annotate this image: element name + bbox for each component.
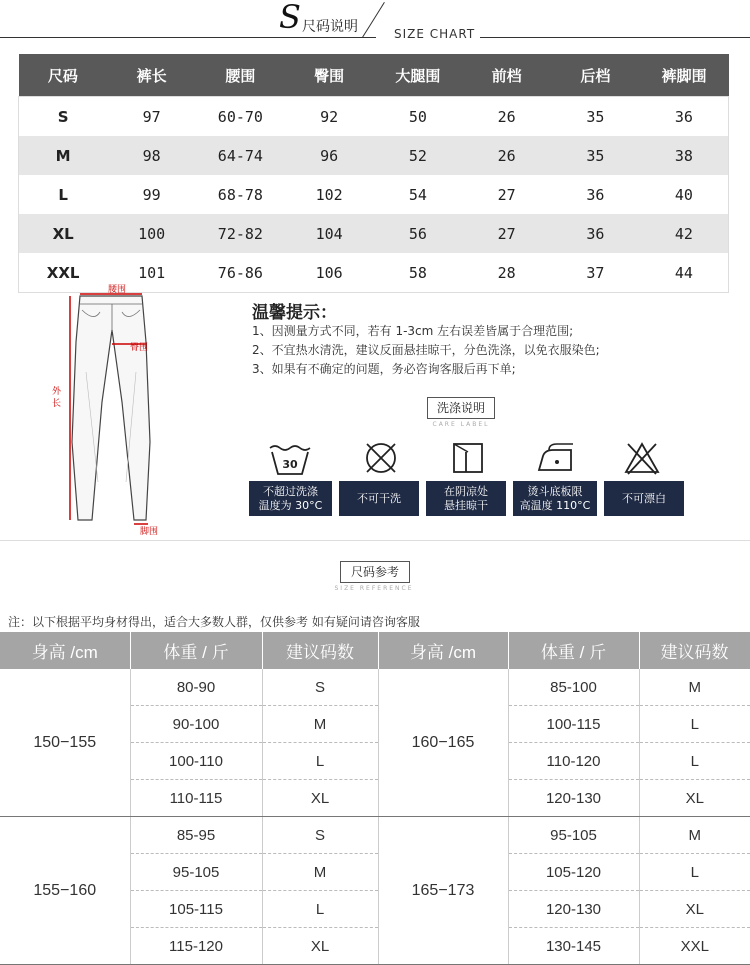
- wash-temp-label: 30: [282, 458, 298, 471]
- section-divider: [0, 540, 750, 541]
- table-cell: 85-100: [508, 669, 639, 706]
- table-cell: M: [19, 136, 108, 175]
- table-cell: 90-100: [130, 706, 262, 743]
- table-row: [19, 214, 729, 253]
- table-cell: 106: [285, 253, 374, 293]
- col-header: 臀围: [285, 54, 374, 97]
- care-label-line: 不可干洗: [357, 491, 401, 505]
- table-cell: 40: [640, 175, 729, 214]
- waist-annotation: 腰围: [108, 285, 127, 295]
- table-cell: 120-130: [508, 891, 639, 928]
- care-label-dry: [426, 481, 506, 516]
- care-section-subtitle: CARE LABEL: [432, 421, 490, 428]
- table-cell: L: [639, 743, 750, 780]
- size-table: [18, 54, 729, 293]
- reference-section-subtitle: SIZE REFERENCE: [334, 585, 414, 592]
- reference-header-row: [0, 632, 750, 669]
- table-cell: 92: [285, 97, 374, 137]
- table-row: [0, 817, 750, 854]
- col-header: 身高 /cm: [0, 632, 130, 669]
- reference-note: 注：以下根据平均身材得出，适合大多数人群，仅供参考 如有疑问请咨询客服: [8, 615, 420, 629]
- table-cell: 95-105: [130, 854, 262, 891]
- table-cell: 72-82: [196, 214, 285, 253]
- table-cell: 100: [107, 214, 196, 253]
- table-cell: 68-78: [196, 175, 285, 214]
- table-row: [0, 669, 750, 706]
- table-cell: 54: [374, 175, 463, 214]
- care-section-title: 洗涤说明: [427, 397, 495, 419]
- header-title-en: SIZE CHART: [394, 27, 476, 41]
- table-cell: M: [262, 706, 378, 743]
- col-header: 裤长: [107, 54, 196, 97]
- tip-item: 3、如果有不确定的问题，务必咨询客服后再下单;: [252, 362, 516, 376]
- care-label-bleach: [604, 481, 684, 516]
- size-chart-header: [0, 0, 750, 45]
- table-cell: L: [19, 175, 108, 214]
- table-cell: 110-115: [130, 780, 262, 817]
- table-cell: 35: [551, 97, 640, 137]
- table-cell: 56: [374, 214, 463, 253]
- height-range-cell: 165−173: [378, 817, 508, 965]
- table-cell: 35: [551, 136, 640, 175]
- table-cell: 102: [285, 175, 374, 214]
- care-label-line: 烫斗底板限: [527, 484, 583, 498]
- table-cell: 27: [462, 175, 551, 214]
- table-cell: 26: [462, 97, 551, 137]
- height-range-cell: 155−160: [0, 817, 130, 965]
- table-cell: XXL: [19, 253, 108, 293]
- header-title-cn: 尺码说明: [302, 19, 358, 35]
- table-cell: 85-95: [130, 817, 262, 854]
- table-cell: 28: [462, 253, 551, 293]
- table-cell: 96: [285, 136, 374, 175]
- care-label-line: 悬挂晾干: [444, 498, 488, 512]
- table-cell: 95-105: [508, 817, 639, 854]
- care-label-line: 不超过洗涤: [263, 484, 318, 498]
- tip-item: 1、因测量方式不同，若有 1-3cm 左右误差皆属于合理范围;: [252, 324, 574, 338]
- care-label-line: 在阴凉处: [444, 484, 488, 498]
- table-cell: 105-115: [130, 891, 262, 928]
- height-range-cell: 160−165: [378, 669, 508, 817]
- table-cell: 76-86: [196, 253, 285, 293]
- table-cell: XL: [262, 780, 378, 817]
- table-row: [19, 97, 729, 137]
- table-cell: 120-130: [508, 780, 639, 817]
- header-slash: [362, 2, 385, 38]
- table-cell: M: [262, 854, 378, 891]
- table-cell: L: [262, 891, 378, 928]
- table-cell: 100-110: [130, 743, 262, 780]
- table-cell: S: [262, 669, 378, 706]
- care-label-line: 温度为 30°C: [258, 498, 323, 512]
- care-label-wash: [249, 481, 332, 516]
- table-cell: 60-70: [196, 97, 285, 137]
- table-cell: 99: [107, 175, 196, 214]
- header-rule-right: [480, 37, 750, 38]
- col-header: 建议码数: [639, 632, 750, 669]
- table-cell: 64-74: [196, 136, 285, 175]
- table-cell: 110-120: [508, 743, 639, 780]
- length-annotation: 外长: [52, 387, 62, 409]
- table-cell: XXL: [639, 928, 750, 965]
- table-cell: 58: [374, 253, 463, 293]
- header-script-letter: S: [279, 0, 301, 36]
- table-cell: 42: [640, 214, 729, 253]
- care-label-line: 高温度 110°C: [519, 498, 591, 512]
- tips-title: 温馨提示：: [252, 303, 337, 323]
- header-rule-left: [0, 37, 376, 38]
- table-cell: S: [262, 817, 378, 854]
- table-cell: 50: [374, 97, 463, 137]
- table-cell: L: [639, 854, 750, 891]
- hem-annotation: 脚围: [140, 527, 159, 537]
- col-header: 裤脚围: [640, 54, 729, 97]
- iron-icon: [535, 440, 575, 478]
- pants-outline-illustration: [50, 282, 170, 537]
- table-cell: 26: [462, 136, 551, 175]
- reference-section-title: 尺码参考: [340, 561, 410, 583]
- table-cell: 100-115: [508, 706, 639, 743]
- size-table-header-row: [19, 54, 729, 97]
- pants-measurement-diagram: [50, 282, 170, 537]
- table-cell: M: [639, 669, 750, 706]
- table-cell: 105-120: [508, 854, 639, 891]
- table-row: [19, 175, 729, 214]
- hip-annotation: 臀围: [130, 343, 149, 353]
- table-cell: 44: [640, 253, 729, 293]
- table-cell: XL: [639, 780, 750, 817]
- table-cell: 37: [551, 253, 640, 293]
- table-cell: 80-90: [130, 669, 262, 706]
- care-label-line: 不可漂白: [622, 491, 666, 505]
- table-cell: M: [639, 817, 750, 854]
- table-cell: 36: [640, 97, 729, 137]
- care-label-dry-clean: [339, 481, 419, 516]
- no-bleach-icon: [622, 440, 662, 478]
- tip-item: 2、不宜热水清洗，建议反面悬挂晾干，分色洗涤，以免衣服染色;: [252, 343, 600, 357]
- table-cell: 52: [374, 136, 463, 175]
- line-dry-shade-icon: [448, 440, 488, 478]
- col-header: 后档: [551, 54, 640, 97]
- table-cell: 97: [107, 97, 196, 137]
- table-cell: 130-145: [508, 928, 639, 965]
- size-reference-table: [0, 632, 750, 965]
- table-cell: L: [639, 706, 750, 743]
- wash-30-icon: [268, 440, 308, 478]
- table-cell: 36: [551, 175, 640, 214]
- table-cell: 98: [107, 136, 196, 175]
- table-cell: 104: [285, 214, 374, 253]
- table-cell: XL: [262, 928, 378, 965]
- height-range-cell: 150−155: [0, 669, 130, 817]
- col-header: 尺码: [19, 54, 108, 97]
- care-label-iron: [513, 481, 597, 516]
- table-cell: 101: [107, 253, 196, 293]
- col-header: 建议码数: [262, 632, 378, 669]
- table-cell: S: [19, 97, 108, 137]
- col-header: 身高 /cm: [378, 632, 508, 669]
- table-cell: XL: [639, 891, 750, 928]
- col-header: 前档: [462, 54, 551, 97]
- table-row: [19, 136, 729, 175]
- table-cell: XL: [19, 214, 108, 253]
- table-cell: 27: [462, 214, 551, 253]
- col-header: 大腿围: [374, 54, 463, 97]
- col-header: 腰围: [196, 54, 285, 97]
- table-cell: 115-120: [130, 928, 262, 965]
- col-header: 体重 / 斤: [130, 632, 262, 669]
- table-cell: L: [262, 743, 378, 780]
- table-cell: 36: [551, 214, 640, 253]
- table-cell: 38: [640, 136, 729, 175]
- col-header: 体重 / 斤: [508, 632, 639, 669]
- no-dry-clean-icon: [361, 440, 401, 478]
